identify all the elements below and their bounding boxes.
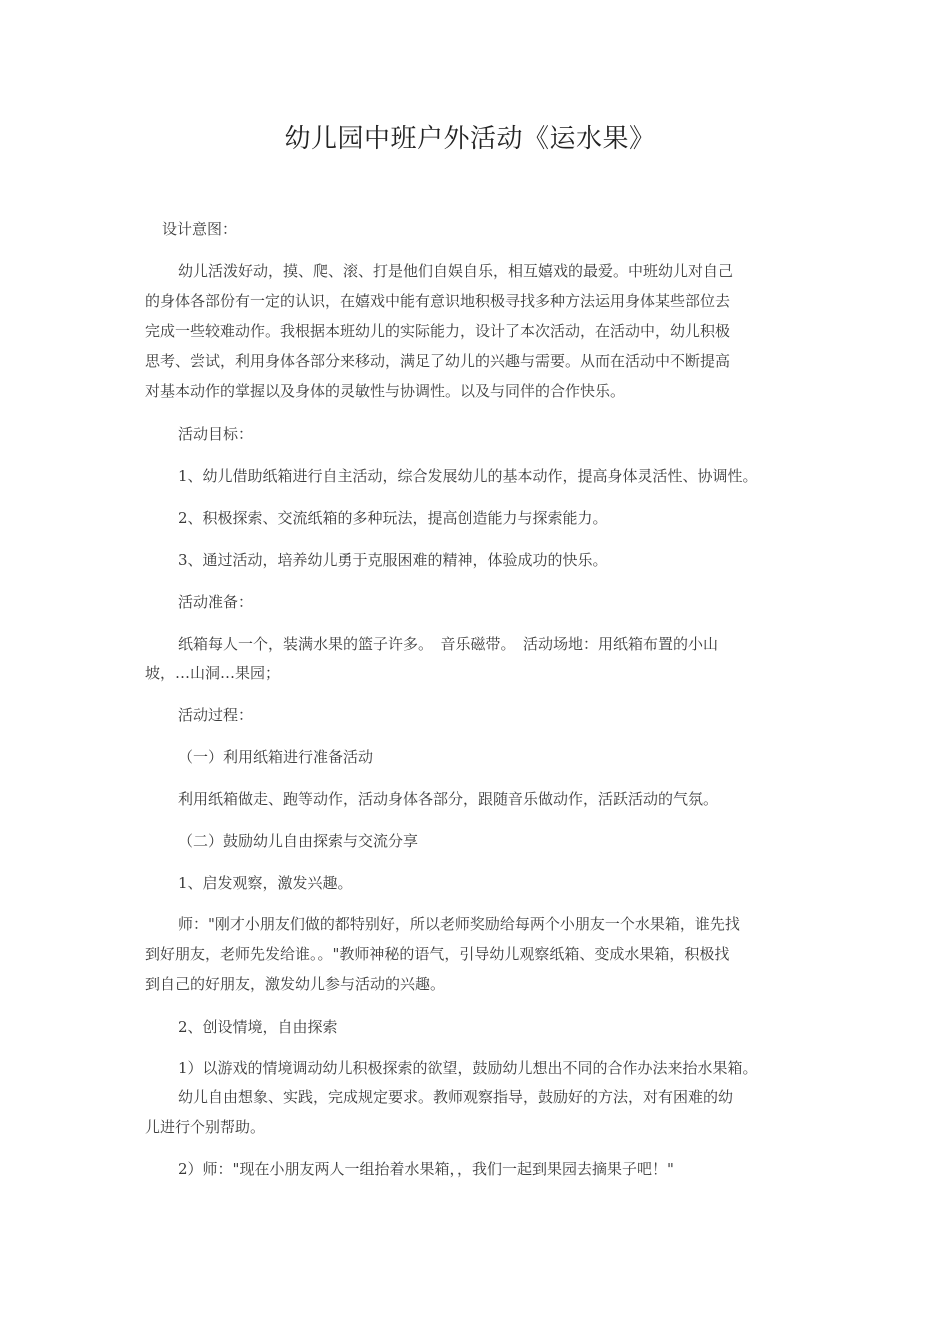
paragraph-line: 到好朋友，老师先发给谁。。"教师神秘的语气，引导幼儿观察纸箱、变成水果箱，积极找 bbox=[145, 945, 730, 963]
list-item: 3、通过活动，培养幼儿勇于克服困难的精神，体验成功的快乐。 bbox=[178, 551, 608, 569]
subsection-heading: （二）鼓励幼儿自由探索与交流分享 bbox=[178, 832, 419, 850]
list-item: 2、积极探索、交流纸箱的多种玩法，提高创造能力与探索能力。 bbox=[178, 509, 608, 527]
paragraph-line: 1）以游戏的情境调动幼儿积极探索的欲望，鼓励幼儿想出不同的合作办法来抬水果箱。 bbox=[178, 1059, 758, 1077]
paragraph-line: 到自己的好朋友，激发幼儿参与活动的兴趣。 bbox=[145, 975, 446, 993]
paragraph-line: 幼儿自由想象、实践，完成规定要求。教师观察指导，鼓励好的方法，对有困难的幼 bbox=[178, 1088, 734, 1106]
paragraph-line: 思考、尝试，利用身体各部分来移动，满足了幼儿的兴趣与需要。从而在活动中不断提高 bbox=[145, 352, 731, 370]
paragraph-line: 的身体各部份有一定的认识，在嬉戏中能有意识地积极寻找多种方法运用身体某些部位去 bbox=[145, 292, 731, 310]
list-item: 2、创设情境，自由探索 bbox=[178, 1018, 338, 1036]
paragraph-line: 完成一些较难动作。我根据本班幼儿的实际能力，设计了本次活动，在活动中，幼儿积极 bbox=[145, 322, 731, 340]
paragraph-line: 师："刚才小朋友们做的都特别好，所以老师奖励给每两个小朋友一个水果箱，谁先找 bbox=[178, 915, 740, 933]
paragraph-line: 2）师："现在小朋友两人一组抬着水果箱，，我们一起到果园去摘果子吧！" bbox=[178, 1160, 674, 1178]
paragraph-line: 儿进行个别帮助。 bbox=[145, 1118, 266, 1136]
section-heading-design-intent: 设计意图： bbox=[162, 220, 238, 238]
paragraph-line: 纸箱每人一个，装满水果的篮子许多。 音乐磁带。 活动场地：用纸箱布置的小山 bbox=[178, 635, 719, 653]
paragraph-line: 幼儿活泼好动，摸、爬、滚、打是他们自娱自乐，相互嬉戏的最爱。中班幼儿对自己 bbox=[178, 262, 734, 280]
document-title: 幼儿园中班户外活动《运水果》 bbox=[284, 124, 656, 154]
subsection-heading: （一）利用纸箱进行准备活动 bbox=[178, 748, 374, 766]
section-heading-preparation: 活动准备： bbox=[178, 593, 254, 611]
section-heading-goals: 活动目标： bbox=[178, 425, 254, 443]
section-heading-process: 活动过程： bbox=[178, 706, 254, 724]
paragraph-line: 坡，…山洞…果园； bbox=[145, 664, 281, 682]
paragraph-line: 利用纸箱做走、跑等动作，活动身体各部分，跟随音乐做动作，活跃活动的气氛。 bbox=[178, 790, 719, 808]
paragraph-line: 对基本动作的掌握以及身体的灵敏性与协调性。以及与同伴的合作快乐。 bbox=[145, 382, 626, 400]
list-item: 1、幼儿借助纸箱进行自主活动，综合发展幼儿的基本动作，提高身体灵活性、协调性。 bbox=[178, 467, 758, 485]
list-item: 1、启发观察，激发兴趣。 bbox=[178, 874, 353, 892]
